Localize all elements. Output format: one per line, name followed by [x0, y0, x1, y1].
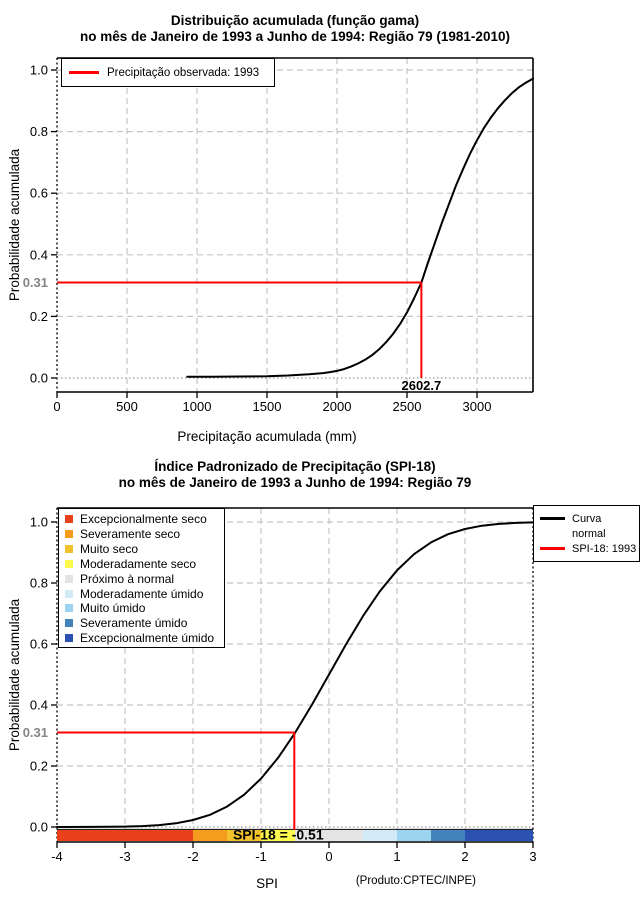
category-legend-row — [59, 631, 224, 646]
annotation-value-label: SPI-18 = -0.51 — [232, 826, 324, 843]
legend-row-curva-normal-2 — [534, 526, 639, 541]
y-tick-label: 0.0 — [29, 370, 48, 386]
normal-curve-line-sample — [540, 517, 565, 520]
category-swatch — [65, 530, 73, 538]
x-tick-label: 3 — [529, 849, 537, 864]
y-tick-label: 0.0 — [29, 819, 48, 835]
x-tick-label: 2500 — [392, 399, 422, 414]
x-tick-label: -3 — [119, 849, 131, 864]
category-swatch — [65, 634, 73, 642]
category-label: Muito seco — [80, 542, 139, 557]
x-tick-label: 3000 — [462, 399, 492, 414]
x-tick-label: 0 — [325, 849, 333, 864]
observed-precip-legend-label: Precipitação observada: 1993 — [107, 66, 260, 79]
x-tick-label: 2000 — [322, 399, 352, 414]
category-label: Excepcionalmente seco — [80, 512, 207, 527]
x-tick-label: -2 — [187, 849, 199, 864]
category-legend-row — [59, 616, 224, 631]
category-legend-row — [59, 542, 224, 557]
legend-label-curva: Curva — [572, 512, 602, 525]
x-tick-label: 1500 — [252, 399, 282, 414]
y-tick-label: 0.2 — [29, 308, 48, 324]
annotation-value-label: 2602.7 — [401, 378, 442, 393]
category-label: Moderadamente úmido — [80, 586, 204, 601]
y-tick-label: 0.2 — [29, 758, 48, 774]
y-tick-label: 1.0 — [29, 514, 48, 530]
category-label: Muito úmido — [80, 601, 146, 616]
colorbar-segment — [363, 830, 397, 841]
y-tick-label: 0.8 — [29, 124, 48, 140]
spi-line-legend — [533, 505, 640, 562]
spi-chart-xlabel: SPI — [256, 876, 278, 891]
y-tick-label: 0.6 — [29, 636, 48, 652]
category-legend-row — [59, 586, 224, 601]
category-swatch — [65, 619, 73, 627]
category-label: Próximo à normal — [80, 571, 175, 586]
x-tick-label: 1000 — [182, 399, 212, 414]
gamma-chart-title-line1: Distribuição acumulada (função gama) — [170, 13, 420, 28]
category-swatch — [65, 604, 73, 612]
category-label: Severamente úmido — [80, 616, 188, 631]
legend-label-spi18: SPI-18: 1993 — [572, 542, 637, 555]
y-tick-label: 0.4 — [29, 697, 48, 713]
y-tick-label: 0.8 — [29, 575, 48, 591]
category-swatch — [65, 545, 73, 553]
spi-chart-title-line1: Índice Padronizado de Precipitação (SPI-18) — [154, 459, 436, 474]
colorbar-segment — [431, 830, 465, 841]
spi-chart-title-line2: no mês de Janeiro de 1993 a Junho de 1994: Região 79 — [118, 475, 472, 490]
category-legend-row — [59, 512, 224, 527]
legend-row-curva-normal — [534, 511, 639, 526]
credit-text: (Produto:CPTEC/INPE) — [355, 875, 476, 887]
x-tick-label: -1 — [255, 849, 267, 864]
category-legend-row — [59, 601, 224, 616]
cdf-curve — [187, 79, 533, 377]
category-label: Moderadamente seco — [80, 556, 197, 571]
spi-category-legend — [58, 508, 225, 648]
y-tick-label: 0.6 — [29, 185, 48, 201]
spi-line-sample — [540, 547, 565, 550]
colorbar-segment — [397, 830, 431, 841]
category-swatch — [65, 560, 73, 568]
legend-row-spi18 — [534, 541, 639, 556]
colorbar-segment — [465, 830, 533, 841]
x-tick-label: 1 — [393, 849, 401, 864]
y-axis-title: Probabilidade acumulada — [7, 598, 22, 752]
x-tick-label: 2 — [461, 849, 469, 864]
category-legend-row — [59, 557, 224, 572]
gamma-legend — [61, 58, 275, 87]
legend-label-normal: normal — [572, 527, 606, 540]
colorbar-segment — [193, 830, 227, 841]
observed-precip-line-sample — [69, 71, 99, 74]
category-swatch — [65, 575, 73, 583]
gamma-chart-title-line2: no mês de Janeiro de 1993 a Junho de 1994: Região 79 (1981-2010) — [80, 29, 510, 44]
category-label: Severamente seco — [80, 527, 181, 542]
y-tick-label: 0.4 — [29, 247, 48, 263]
x-tick-label: -4 — [51, 849, 63, 864]
x-tick-label: 500 — [116, 399, 138, 414]
category-label: Excepcionalmente úmido — [80, 631, 215, 646]
category-legend-row — [59, 527, 224, 542]
category-swatch — [65, 515, 73, 523]
colorbar-segment — [57, 830, 193, 841]
category-legend-row — [59, 571, 224, 586]
annotation-prob-label: 0.31 — [22, 275, 48, 291]
y-tick-label: 1.0 — [29, 62, 48, 78]
annotation-prob-label: 0.31 — [22, 724, 48, 740]
y-axis-title: Probabilidade acumulada — [7, 148, 22, 302]
gamma-chart-xlabel: Precipitação acumulada (mm) — [177, 429, 357, 444]
x-tick-label: 0 — [53, 399, 61, 414]
category-swatch — [65, 590, 73, 598]
